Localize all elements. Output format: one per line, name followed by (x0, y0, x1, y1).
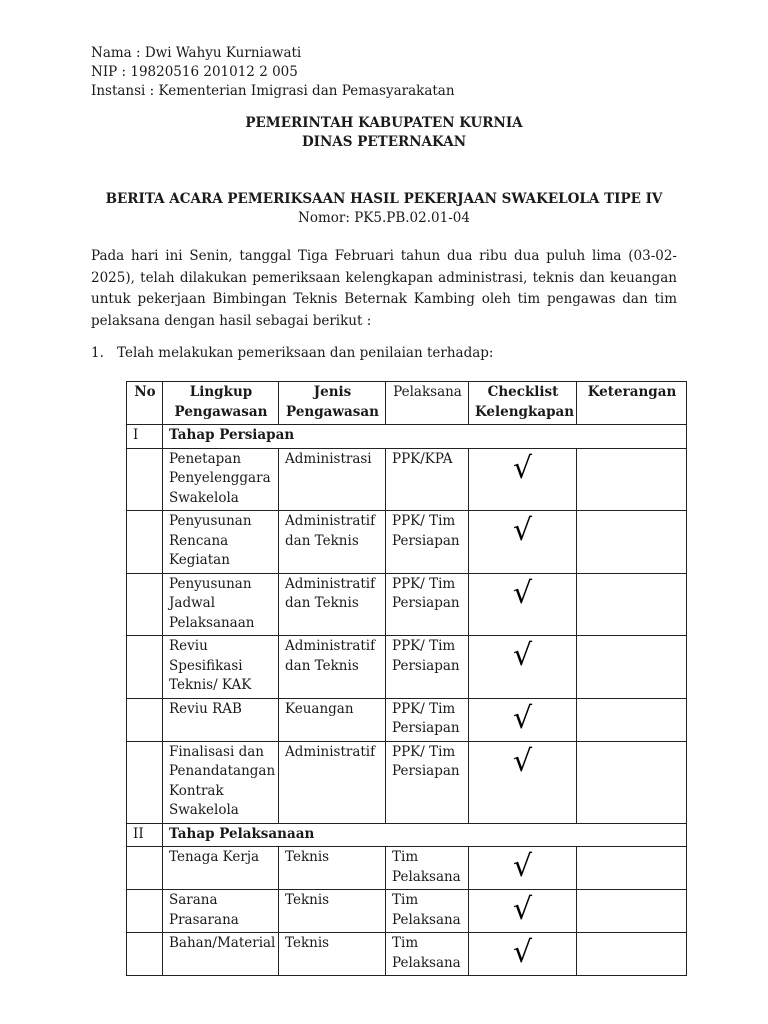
cell-lingkup: Tenaga Kerja (163, 847, 279, 890)
check-mark-icon: √ (512, 892, 533, 927)
table-section-row (127, 823, 687, 847)
cell-checklist (469, 890, 577, 933)
table-row (127, 933, 687, 976)
cell-no (127, 448, 163, 511)
cell-keterangan (577, 933, 687, 976)
cell-checklist (469, 847, 577, 890)
cell-checklist (469, 511, 577, 574)
table-row (127, 511, 687, 574)
section-title: Tahap Persiapan (163, 425, 687, 449)
cell-jenis: Teknis (279, 890, 386, 933)
cell-no (127, 636, 163, 699)
table-row (127, 698, 687, 741)
cell-jenis: Administratif (279, 741, 386, 823)
cell-no (127, 890, 163, 933)
list-item-number: 1. (91, 345, 104, 361)
cell-checklist (469, 741, 577, 823)
cell-pelaksana: PPK/ Tim Persiapan (386, 741, 469, 823)
table-header-row (127, 382, 687, 425)
cell-checklist (469, 448, 577, 511)
section-number: II (127, 823, 163, 847)
cell-keterangan (577, 636, 687, 699)
cell-no (127, 933, 163, 976)
check-mark-icon: √ (512, 450, 533, 486)
cell-jenis: Teknis (279, 933, 386, 976)
list-item-1 (91, 344, 493, 363)
cell-no (127, 511, 163, 574)
agency-line-2: DINAS PETERNAKAN (301, 134, 467, 150)
cell-no (127, 847, 163, 890)
cell-checklist (469, 933, 577, 976)
header-no: No (127, 382, 163, 425)
header-checklist: Checklist Kelengkapan (469, 382, 577, 425)
cell-no (127, 698, 163, 741)
header-lingkup: Lingkup Pengawasan (163, 382, 279, 425)
cell-no (127, 573, 163, 636)
cell-pelaksana: PPK/ Tim Persiapan (386, 511, 469, 574)
cell-lingkup: Reviu RAB (163, 698, 279, 741)
check-mark-icon: √ (512, 849, 533, 884)
cell-keterangan (577, 890, 687, 933)
table-body (127, 425, 687, 976)
document-title-block (0, 190, 768, 228)
cell-pelaksana: PPK/KPA (386, 448, 469, 511)
cell-lingkup: Sarana Prasarana (163, 890, 279, 933)
identity-nip: NIP : 19820516 201012 2 005 (91, 64, 298, 80)
table-section-row (127, 425, 687, 449)
header-jenis: Jenis Pengawasan (279, 382, 386, 425)
cell-jenis: Teknis (279, 847, 386, 890)
table-row (127, 847, 687, 890)
cell-pelaksana: Tim Pelaksana (386, 890, 469, 933)
check-mark-icon: √ (512, 743, 533, 779)
cell-keterangan (577, 698, 687, 741)
cell-checklist (469, 636, 577, 699)
cell-pelaksana: PPK/ Tim Persiapan (386, 698, 469, 741)
cell-pelaksana: PPK/ Tim Persiapan (386, 573, 469, 636)
table-row (127, 636, 687, 699)
cell-keterangan (577, 847, 687, 890)
cell-jenis: Administratif dan Teknis (279, 511, 386, 574)
document-number: Nomor: PK5.PB.02.01-04 (298, 210, 470, 226)
opening-paragraph: Pada hari ini Senin, tanggal Tiga Februari tahun dua ribu dua puluh lima (03-02- 2025), telah dilakukan pemeriksaan kelengkapan administrasi, teknis dan keuangan untuk pekerjaan Bimbingan Teknis Beternak Kambing oleh tim pengawas dan tim pelaksana dengan hasil sebagai berikut : (91, 248, 677, 329)
check-mark-icon: √ (512, 935, 533, 970)
cell-jenis: Keuangan (279, 698, 386, 741)
cell-pelaksana: PPK/ Tim Persiapan (386, 636, 469, 699)
cell-jenis: Administratif dan Teknis (279, 573, 386, 636)
cell-checklist (469, 698, 577, 741)
cell-lingkup: Reviu Spesifikasi Teknis/ KAK (163, 636, 279, 699)
check-mark-icon: √ (512, 638, 533, 673)
cell-checklist (469, 573, 577, 636)
cell-keterangan (577, 448, 687, 511)
cell-jenis: Administrasi (279, 448, 386, 511)
cell-lingkup: Finalisasi dan Penandatangan Kontrak Swakelola (163, 741, 279, 823)
table-row (127, 448, 687, 511)
cell-pelaksana: Tim Pelaksana (386, 847, 469, 890)
cell-keterangan (577, 741, 687, 823)
cell-lingkup: Penetapan Penyelenggara Swakelola (163, 448, 279, 511)
cell-jenis: Administratif dan Teknis (279, 636, 386, 699)
cell-pelaksana: Tim Pelaksana (386, 933, 469, 976)
check-mark-icon: √ (512, 700, 533, 736)
table-row (127, 890, 687, 933)
header-pelaksana: Pelaksana (386, 382, 469, 425)
section-title: Tahap Pelaksanaan (163, 823, 687, 847)
cell-lingkup: Penyusunan Rencana Kegiatan (163, 511, 279, 574)
list-item-text: Telah melakukan pemeriksaan dan penilaian terhadap: (117, 345, 494, 361)
identity-instansi: Instansi : Kementerian Imigrasi dan Pemasyarakatan (91, 83, 455, 99)
document-title: BERITA ACARA PEMERIKSAAN HASIL PEKERJAAN SWAKELOLA TIPE IV (105, 191, 663, 207)
cell-keterangan (577, 511, 687, 574)
agency-heading (0, 114, 768, 152)
table-row (127, 573, 687, 636)
cell-keterangan (577, 573, 687, 636)
table-row (127, 741, 687, 823)
inspection-table (126, 381, 687, 976)
identity-block (91, 44, 455, 101)
check-mark-icon: √ (512, 575, 533, 611)
agency-line-1: PEMERINTAH KABUPATEN KURNIA (245, 115, 523, 131)
check-mark-icon: √ (512, 513, 533, 548)
cell-lingkup: Penyusunan Jadwal Pelaksanaan (163, 573, 279, 636)
header-keterangan: Keterangan (577, 382, 687, 425)
cell-lingkup: Bahan/Material (163, 933, 279, 976)
identity-nama: Nama : Dwi Wahyu Kurniawati (91, 45, 302, 61)
cell-no (127, 741, 163, 823)
section-number: I (127, 425, 163, 449)
